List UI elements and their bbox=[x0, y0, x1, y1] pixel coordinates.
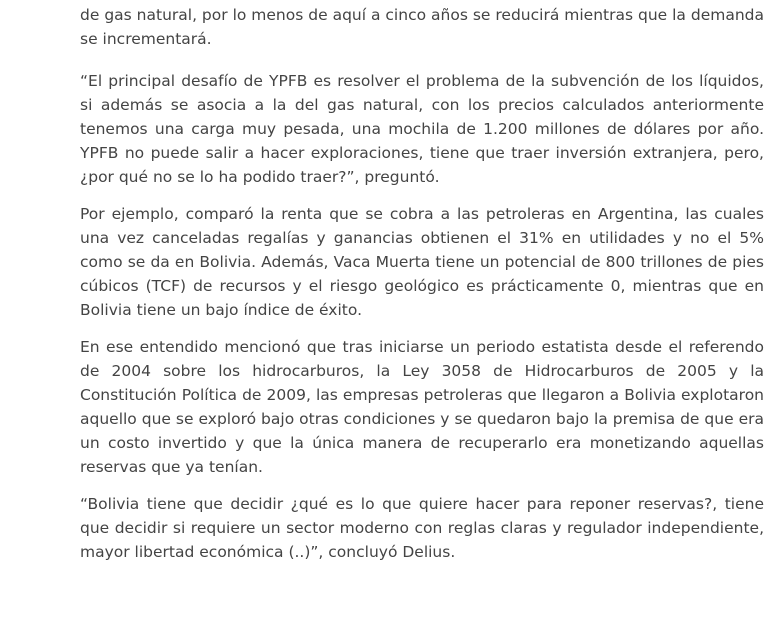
paragraph-ypfb-challenge-quote: “El principal desafío de YPFB es resolver el problema de la subvención de los líquidos, si además se asocia a la del gas natural, con los precios calculados anteriormente tenemos una carga muy pesada, una mochila de 1.200 millones de dólares por año. YPFB no puede salir a hacer exploraciones, tiene que traer inversión extranjera, pero, ¿por qué no se lo ha podido traer?”, preguntó. bbox=[80, 72, 764, 186]
paragraph-gas-demand: de gas natural, por lo menos de aquí a cinco años se reducirá mientras que la demanda se incrementará. bbox=[80, 6, 764, 48]
paragraph-argentina-comparison: Por ejemplo, comparó la renta que se cobra a las petroleras en Argentina, las cuales una vez canceladas regalías y ganancias obtienen el 31% en utilidades y no el 5% como se da en Bolivia. Además, Vaca Muerta tiene un potencial de 800 trillones de pies cúbicos (TCF) de recursos y el riesgo geológico es prácticamente 0, mientras que en Bolivia tiene un bajo índice de éxito. bbox=[80, 205, 764, 319]
paragraph-statist-period: En ese entendido mencionó que tras iniciarse un periodo estatista desde el referendo de 2004 sobre los hidrocarburos, la Ley 3058 de Hidrocarburos de 2005 y la Constitución Política de 2009, las empresas petroleras que llegaron a Bolivia explotaron aquello que se exploró bajo otras condiciones y se quedaron bajo la premisa de que era un costo invertido y que la única manera de recuperarlo era monetizando aquellas reservas que ya tenían. bbox=[80, 338, 764, 476]
article-body bbox=[80, 3, 764, 577]
paragraph-delius-conclusion-quote: “Bolivia tiene que decidir ¿qué es lo que quiere hacer para reponer reservas?, tiene que decidir si requiere un sector moderno con reglas claras y regulador independiente, mayor libertad económica (..)”, concluyó Delius. bbox=[80, 495, 764, 561]
